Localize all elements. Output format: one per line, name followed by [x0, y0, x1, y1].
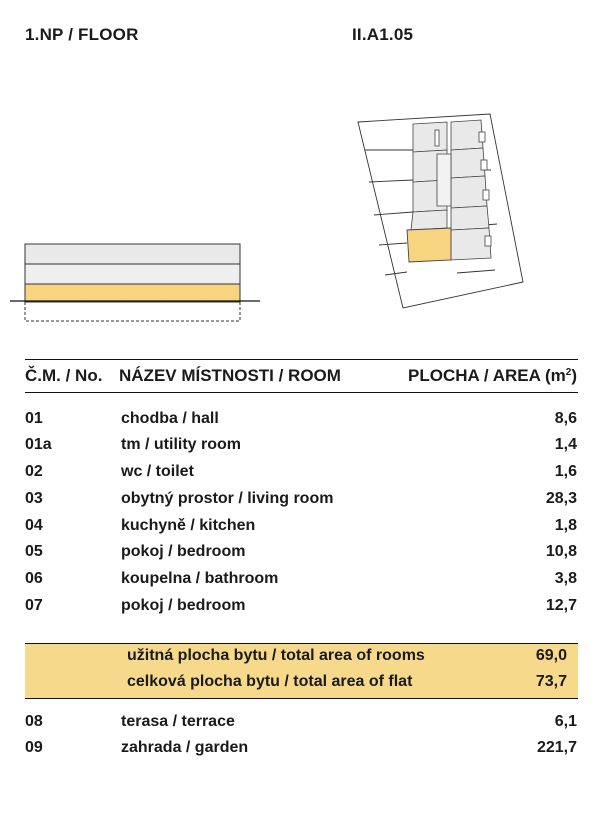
- total-area: 73,7: [535, 673, 567, 690]
- table-row: [0, 490, 600, 516]
- floor-section-diagram: [10, 238, 260, 328]
- room-name: pokoj / bedroom: [121, 543, 246, 560]
- room-number: 01a: [25, 436, 52, 453]
- section-floor-3: [25, 244, 240, 264]
- room-number: 08: [25, 713, 43, 730]
- room-name: kuchyně / kitchen: [121, 517, 256, 534]
- table-row: [0, 713, 600, 739]
- room-area: 3,8: [554, 570, 577, 587]
- section-floor-current: [25, 284, 240, 302]
- room-number: 07: [25, 597, 43, 614]
- header-rule-top: [25, 359, 578, 360]
- total-row-rooms: [25, 647, 578, 673]
- column-header-number: Č.M. / No.: [25, 366, 103, 385]
- room-area: 1,4: [554, 436, 577, 453]
- column-header-area-close: ): [571, 366, 577, 385]
- section-floor-2: [25, 264, 240, 284]
- table-row: [0, 410, 600, 436]
- total-area: 69,0: [535, 647, 567, 664]
- header-rule-bottom: [25, 392, 578, 393]
- room-area: 28,3: [545, 490, 577, 507]
- total-row-flat: [25, 673, 578, 699]
- building-keyplan: [355, 110, 525, 310]
- room-number: 04: [25, 517, 43, 534]
- unit-code: II.A1.05: [352, 25, 414, 44]
- table-row: [0, 463, 600, 489]
- room-name: chodba / hall: [121, 410, 219, 427]
- room-area: 6,1: [554, 713, 577, 730]
- room-name: terasa / terrace: [121, 713, 235, 730]
- table-row: [0, 517, 600, 543]
- unit-highlight: [407, 228, 451, 262]
- room-area: 1,8: [554, 517, 577, 534]
- table-row: [0, 739, 600, 765]
- room-name: tm / utility room: [121, 436, 241, 453]
- table-row: [0, 436, 600, 462]
- room-area: 8,6: [554, 410, 577, 427]
- room-number: 03: [25, 490, 43, 507]
- total-label: celková plocha bytu / total area of flat: [127, 673, 413, 690]
- room-name: zahrada / garden: [121, 739, 249, 756]
- totals-box: [25, 643, 578, 699]
- room-number: 05: [25, 543, 43, 560]
- total-label: užitná plocha bytu / total area of rooms: [127, 647, 425, 664]
- column-header-area-text: PLOCHA / AREA (m: [408, 366, 566, 385]
- room-area: 221,7: [536, 739, 577, 756]
- table-row: [0, 570, 600, 596]
- room-name: obytný prostor / living room: [121, 490, 334, 507]
- room-number: 06: [25, 570, 43, 587]
- column-header-area: [408, 366, 577, 386]
- room-name: pokoj / bedroom: [121, 597, 246, 614]
- room-number: 09: [25, 739, 43, 756]
- room-area: 10,8: [545, 543, 577, 560]
- room-area: 1,6: [554, 463, 577, 480]
- room-number: 01: [25, 410, 43, 427]
- building-block: [413, 122, 447, 152]
- table-row: [0, 543, 600, 569]
- room-area: 12,7: [545, 597, 577, 614]
- room-name: koupelna / bathroom: [121, 570, 279, 587]
- table-row: [0, 597, 600, 623]
- column-header-room: NÁZEV MÍSTNOSTI / ROOM: [119, 366, 341, 385]
- room-number: 02: [25, 463, 43, 480]
- column-header-area-sup: 2: [565, 367, 572, 378]
- room-name: wc / toilet: [121, 463, 194, 480]
- floor-label: 1.NP / FLOOR: [25, 25, 139, 44]
- section-basement: [25, 302, 240, 321]
